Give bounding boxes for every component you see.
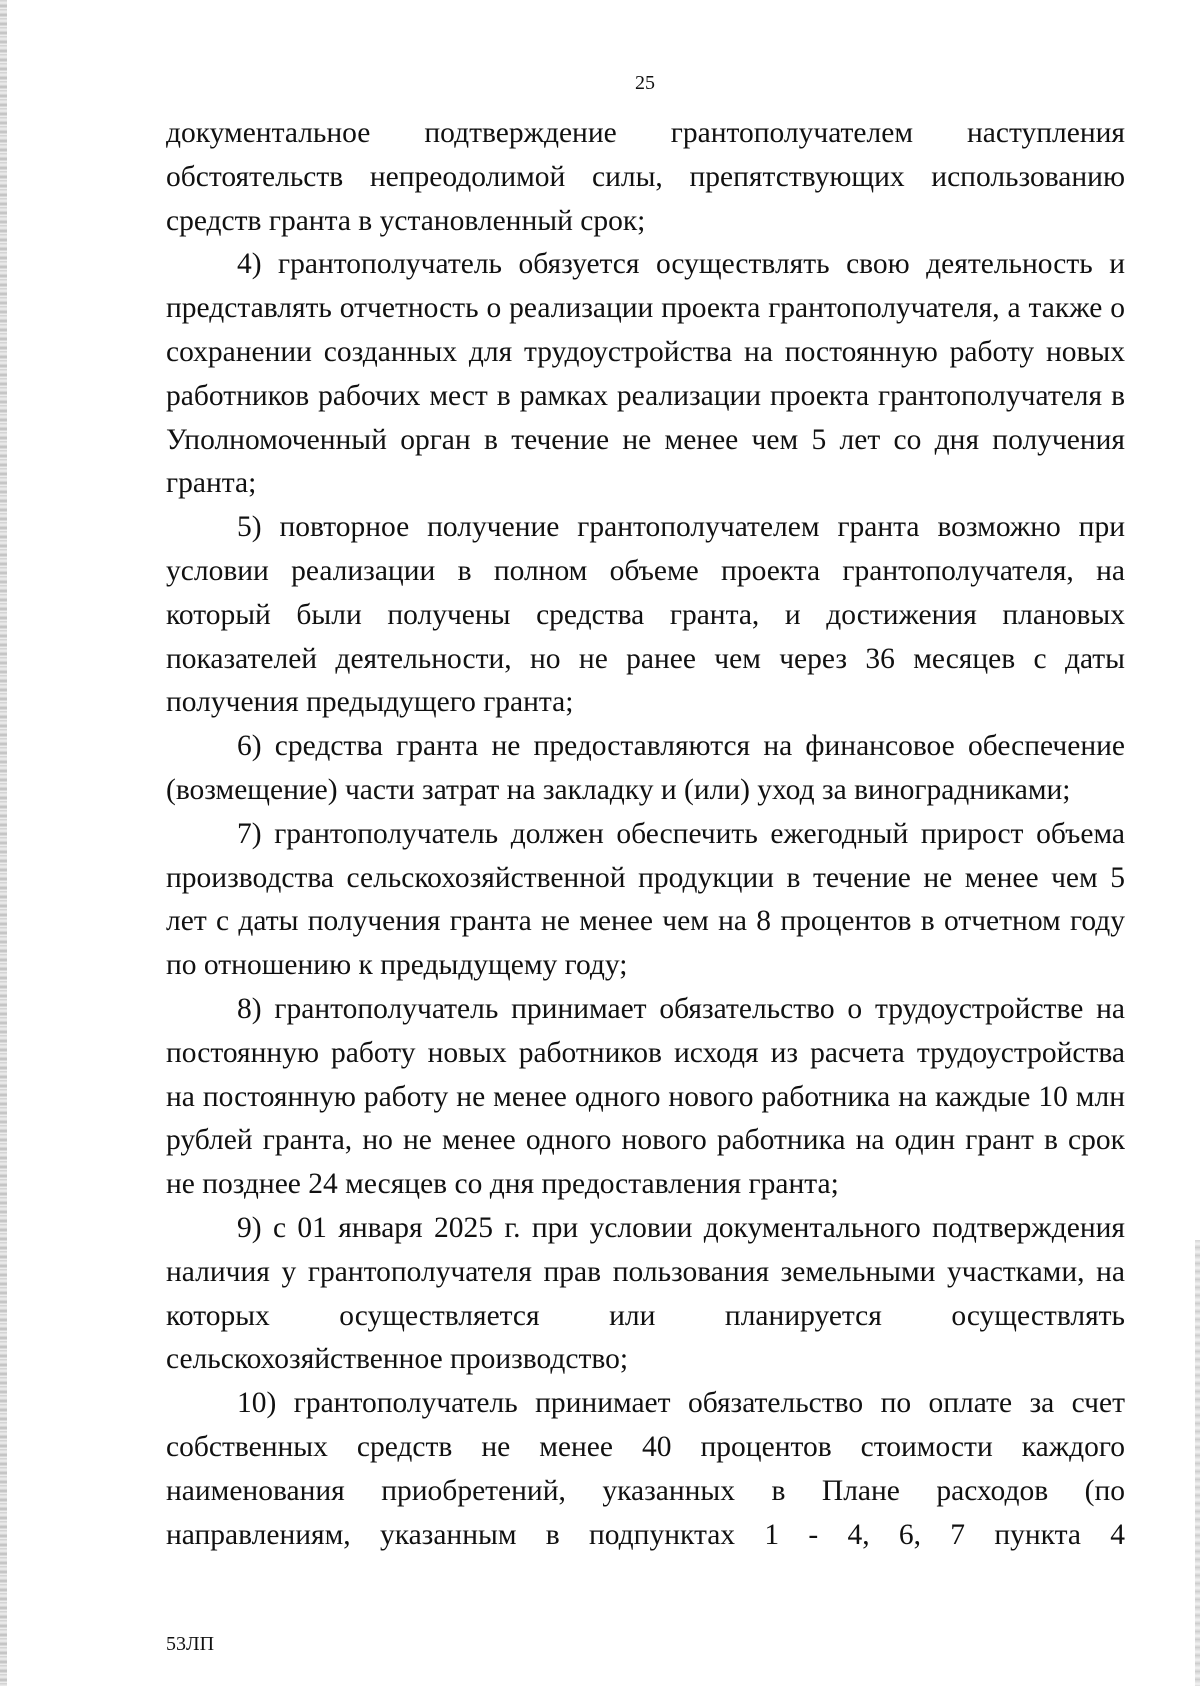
- paragraph-item-10: 10) грантополучатель принимает обязательство по оплате за счет собственных средств не менее 40 процентов стоимости каждого наименования приобретений, указанных в Плане расходов (по направлениям, указанным в подпунктах 1 - 4, 6, 7 пункта 4: [166, 1387, 1125, 1551]
- paragraph-item-5: 5) повторное получение грантополучателем гранта возможно при условии реализации в полном объеме проекта грантополучателя, на который были получены средства гранта, и достижения плановых показателей деятельности, но не ранее чем через 36 месяцев с даты получения предыдущего гранта;: [166, 511, 1125, 719]
- page-number: 25: [635, 72, 655, 94]
- paragraph-item-7: 7) грантополучатель должен обеспечить ежегодный прирост объема производства сельскохозяйственной продукции в течение не менее чем 5 лет с даты получения гранта не менее чем на 8 процентов в отчетном году по отношению к предыдущему году;: [166, 817, 1125, 982]
- scan-edge-left: [0, 0, 7, 1686]
- paragraph-item-6: 6) средства гранта не предоставляются на финансовое обеспечение (возмещение) части затрат на закладку и (или) уход за виноградниками;: [166, 730, 1125, 806]
- paragraph-continuation: документальное подтверждение грантополучателем наступления обстоятельств непреодолимой силы, препятствующих использованию средств гранта в установленный срок;: [166, 117, 1125, 237]
- scan-edge-right: [1195, 1240, 1200, 1686]
- footer-document-code: 53ЛП: [166, 1633, 215, 1655]
- paragraph-item-9: 9) с 01 января 2025 г. при условии документального подтверждения наличия у грантополучателя прав пользования земельными участками, на которых осуществляется или планируется осуществлять сельскохозяйственное производство;: [166, 1211, 1125, 1376]
- paragraph-item-8: 8) грантополучатель принимает обязательство о трудоустройстве на постоянную работу новых работников исходя из расчета трудоустройства на постоянную работу не менее одного нового работника на каждые 10 млн рублей гранта, но не менее одного нового работника на один грант в срок не позднее 24 месяцев со дня предоставления гранта;: [166, 992, 1125, 1201]
- paragraph-item-4: 4) грантополучатель обязуется осуществлять свою деятельность и представлять отчетность о реализации проекта грантополучателя, а также о сохранении созданных для трудоустройства на постоянную работу новых работников рабочих мест в рамках реализации проекта грантополучателя в Уполномоченный орган в течение не менее чем 5 лет со дня получения гранта;: [166, 248, 1125, 500]
- document-body: [166, 112, 1125, 1557]
